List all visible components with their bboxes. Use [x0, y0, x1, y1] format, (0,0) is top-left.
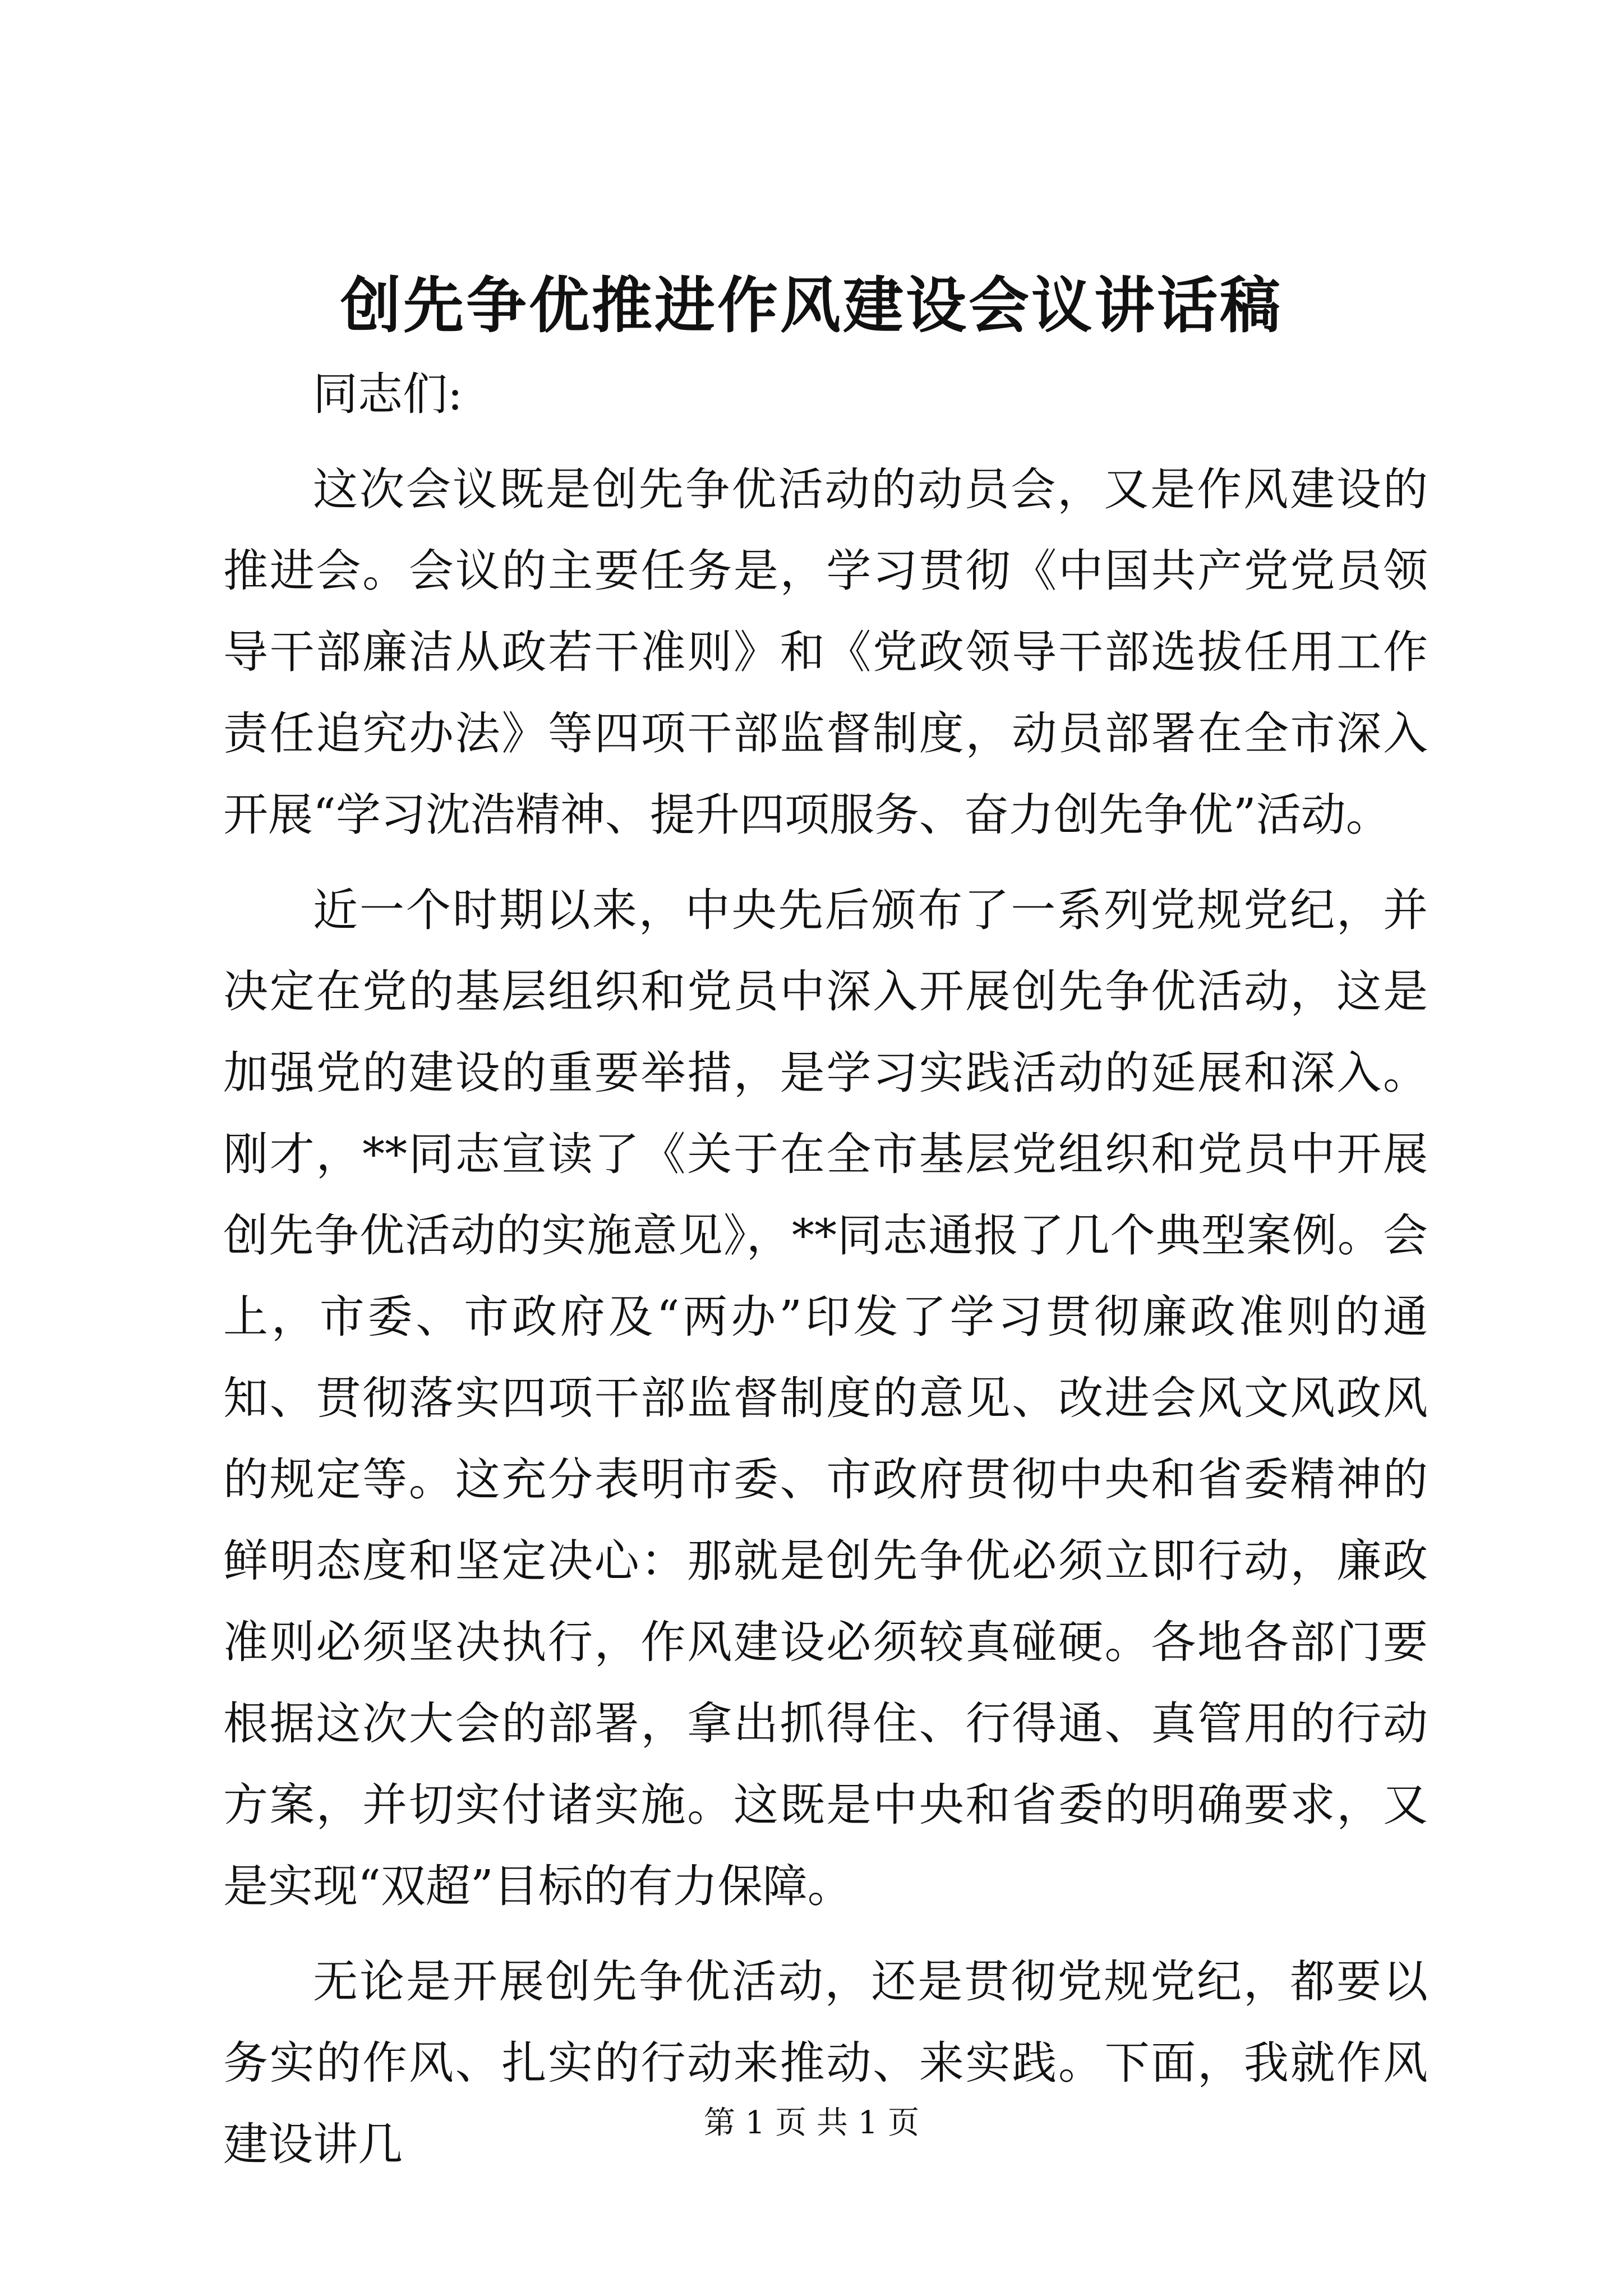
salutation: 同志们:: [313, 368, 463, 420]
page-footer: 第 1 页 共 1 页: [703, 2105, 920, 2141]
document-body: [223, 353, 1428, 2185]
paragraph-3: 无论是开展创先争优活动，还是贯彻党规党纪，都要以务实的作风、扎实的行动来推动、来实践。下面，我就作风建设讲几: [223, 1955, 1428, 2170]
paragraph-1: 这次会议既是创先争优活动的动员会，又是作风建设的推进会。会议的主要任务是，学习贯彻《中国共产党党员领导干部廉洁从政若干准则》和《党政领导干部选拔任用工作责任追究办法》等四项干部监督制度，动员部署在全市深入开展“学习沈浩精神、提升四项服务、奋力创先争优”活动。: [223, 463, 1428, 841]
document-title: 创先争优推进作风建设会议讲话稿: [340, 270, 1283, 341]
paragraph-2: 近一个时期以来，中央先后颁布了一系列党规党纪，并决定在党的基层组织和党员中深入开展创先争优活动，这是加强党的建设的重要举措，是学习实践活动的延展和深入。刚才，**同志宣读了《关于在全市基层党组织和党员中开展创先争优活动的实施意见》，**同志通报了几个典型案例。会上，市委、市政府及“两办”印发了学习贯彻廉政准则的通知、贯彻落实四项干部监督制度的意见、改进会风文风政风的规定等。这充分表明市委、市政府贯彻中央和省委精神的鲜明态度和坚定决心：那就是创先争优必须立即行动，廉政准则必须坚决执行，作风建设必须较真碰硬。各地各部门要根据这次大会的部署，拿出抓得住、行得通、真管用的行动方案，并切实付诸实施。这既是中央和省委的明确要求，又是实现“双超”目标的有力保障。: [223, 884, 1428, 1912]
